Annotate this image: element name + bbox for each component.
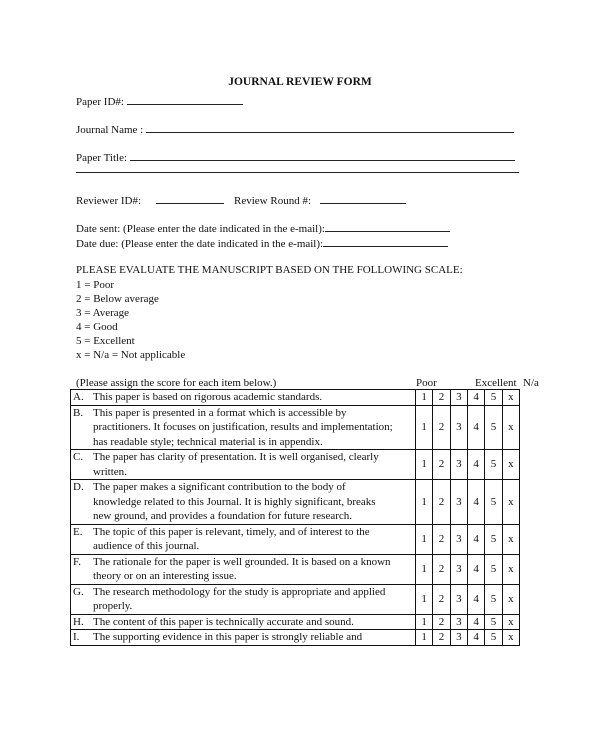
score-option-1[interactable]: 1: [416, 390, 433, 406]
score-option-5[interactable]: 5: [485, 450, 502, 480]
score-option-x[interactable]: x: [502, 584, 519, 614]
table-row: [71, 584, 520, 614]
score-option-3[interactable]: 3: [450, 390, 467, 406]
criterion-text: The paper makes a significant contribution to the body of knowledge related to this Journal. It is highly significant, breaks new ground, and provides a foundation for future research.: [93, 481, 376, 522]
table-row: [71, 405, 520, 450]
criterion-letter: F.: [73, 555, 81, 568]
review-round-blank[interactable]: [320, 193, 406, 204]
score-option-4[interactable]: 4: [467, 524, 484, 554]
score-option-3[interactable]: 3: [450, 584, 467, 614]
score-option-x[interactable]: x: [502, 390, 519, 406]
table-row: [71, 614, 520, 630]
score-option-5[interactable]: 5: [485, 554, 502, 584]
poor-label: Poor: [416, 377, 437, 389]
criterion-text: The rationale for the paper is well grounded. It is based on a known theory or on an interesting issue.: [93, 555, 391, 582]
scale-item: 5 = Excellent: [76, 335, 135, 347]
paper-id-blank[interactable]: [127, 94, 243, 105]
date-due-blank[interactable]: [323, 236, 448, 247]
paper-id-field[interactable]: [76, 94, 243, 108]
review-round-label: Review Round #:: [234, 195, 311, 207]
score-option-x[interactable]: x: [502, 524, 519, 554]
criterion-cell: [71, 405, 416, 450]
scale-item: 2 = Below average: [76, 293, 159, 305]
score-option-2[interactable]: 2: [433, 524, 450, 554]
criterion-letter: C.: [73, 451, 84, 463]
date-sent-field[interactable]: [76, 221, 450, 235]
score-option-5[interactable]: 5: [485, 630, 502, 646]
criterion-cell: [71, 390, 416, 406]
form-title: JOURNAL REVIEW FORM: [228, 76, 372, 88]
scale-item: x = N/a = Not applicable: [76, 349, 186, 361]
score-option-3[interactable]: 3: [450, 450, 467, 480]
evaluation-table: [70, 389, 520, 646]
score-option-3[interactable]: 3: [450, 480, 467, 525]
score-option-x[interactable]: x: [502, 405, 519, 450]
score-option-2[interactable]: 2: [433, 584, 450, 614]
criterion-text: The topic of this paper is relevant, timely, and of interest to the audience of this journal.: [93, 525, 370, 552]
criterion-text: The supporting evidence in this paper is strongly reliable and: [93, 631, 363, 643]
paper-title-blank-line2[interactable]: [76, 166, 519, 173]
criterion-letter: A.: [73, 391, 84, 403]
score-option-1[interactable]: 1: [416, 450, 433, 480]
paper-title-blank[interactable]: [130, 150, 515, 161]
date-sent-label: Date sent: (Please enter the date indicated in the e-mail):: [76, 223, 325, 235]
table-row: [71, 524, 520, 554]
criterion-cell: [71, 524, 416, 554]
reviewer-id-label: Reviewer ID#:: [76, 195, 142, 207]
score-option-4[interactable]: 4: [467, 554, 484, 584]
criterion-cell: [71, 584, 416, 614]
score-option-2[interactable]: 2: [433, 450, 450, 480]
score-option-2[interactable]: 2: [433, 480, 450, 525]
score-option-3[interactable]: 3: [450, 405, 467, 450]
criterion-text: The content of this paper is technically accurate and sound.: [93, 615, 354, 628]
scale-item: 3 = Average: [76, 307, 130, 319]
score-option-3[interactable]: 3: [450, 614, 467, 630]
table-row: [71, 630, 520, 646]
review-round-field[interactable]: [234, 193, 406, 207]
excellent-label: Excellent: [475, 377, 517, 389]
scale-heading: PLEASE EVALUATE THE MANUSCRIPT BASED ON THE FOLLOWING SCALE:: [76, 264, 463, 276]
score-option-x[interactable]: x: [502, 450, 519, 480]
score-option-x[interactable]: x: [502, 614, 519, 630]
date-due-field[interactable]: [76, 236, 448, 250]
date-due-label: Date due: (Please enter the date indicated in the e-mail):: [76, 238, 324, 250]
table-instruction: (Please assign the score for each item below.): [76, 377, 277, 389]
criterion-letter: G.: [73, 585, 84, 598]
scale-item: 4 = Good: [76, 321, 118, 333]
score-option-1[interactable]: 1: [416, 480, 433, 525]
table-row: [71, 480, 520, 525]
table-row: [71, 390, 520, 406]
criterion-letter: I.: [73, 631, 80, 643]
score-option-4[interactable]: 4: [467, 630, 484, 646]
score-option-4[interactable]: 4: [467, 584, 484, 614]
paper-id-label: Paper ID#:: [76, 96, 124, 108]
criterion-text: This paper is based on rigorous academic standards.: [93, 391, 323, 403]
criterion-letter: E.: [73, 525, 83, 538]
score-option-2[interactable]: 2: [433, 614, 450, 630]
score-option-5[interactable]: 5: [485, 524, 502, 554]
criterion-letter: D.: [73, 481, 84, 493]
score-option-4[interactable]: 4: [467, 405, 484, 450]
score-option-4[interactable]: 4: [467, 614, 484, 630]
criterion-text: The paper has clarity of presentation. It is well organised, clearly written.: [93, 451, 379, 478]
score-option-1[interactable]: 1: [416, 405, 433, 450]
score-option-x[interactable]: x: [502, 554, 519, 584]
score-option-1[interactable]: 1: [416, 614, 433, 630]
scale-legend: [76, 278, 185, 362]
score-option-5[interactable]: 5: [485, 480, 502, 525]
scale-item: 1 = Poor: [76, 279, 114, 291]
criterion-cell: [71, 554, 416, 584]
criterion-letter: H.: [73, 615, 84, 628]
score-option-5[interactable]: 5: [485, 584, 502, 614]
journal-name-blank[interactable]: [146, 122, 514, 133]
score-option-2[interactable]: 2: [433, 630, 450, 646]
na-label: N/a: [523, 377, 539, 389]
score-option-x[interactable]: x: [502, 630, 519, 646]
score-option-4[interactable]: 4: [467, 480, 484, 525]
score-option-5[interactable]: 5: [485, 390, 502, 406]
score-option-3[interactable]: 3: [450, 554, 467, 584]
score-option-1[interactable]: 1: [416, 554, 433, 584]
score-option-1[interactable]: 1: [416, 584, 433, 614]
journal-name-label: Journal Name :: [76, 124, 144, 136]
paper-title-field[interactable]: [76, 150, 515, 164]
score-option-1[interactable]: 1: [416, 630, 433, 646]
criterion-text: The research methodology for the study is appropriate and applied properly.: [93, 585, 386, 612]
table-row: [71, 450, 520, 480]
criterion-cell: [71, 614, 416, 630]
table-row: [71, 554, 520, 584]
date-sent-blank[interactable]: [325, 221, 450, 232]
score-option-5[interactable]: 5: [485, 405, 502, 450]
score-option-1[interactable]: 1: [416, 524, 433, 554]
criterion-text: This paper is presented in a format which is accessible by practitioners. It focuses on justification, results and implementation; has readable style; technical material is in appendix.: [93, 406, 393, 448]
paper-title-label: Paper Title:: [76, 152, 128, 164]
criterion-cell: [71, 480, 416, 525]
score-option-2[interactable]: 2: [433, 554, 450, 584]
score-option-2[interactable]: 2: [433, 390, 450, 406]
score-option-5[interactable]: 5: [485, 614, 502, 630]
journal-name-field[interactable]: [76, 122, 514, 136]
score-option-4[interactable]: 4: [467, 390, 484, 406]
score-option-3[interactable]: 3: [450, 630, 467, 646]
reviewer-id-blank[interactable]: [156, 193, 224, 204]
reviewer-id-field[interactable]: [76, 193, 224, 207]
criterion-cell: [71, 630, 416, 646]
criterion-cell: [71, 450, 416, 480]
score-option-3[interactable]: 3: [450, 524, 467, 554]
score-option-x[interactable]: x: [502, 480, 519, 525]
score-option-4[interactable]: 4: [467, 450, 484, 480]
score-option-2[interactable]: 2: [433, 405, 450, 450]
criterion-letter: B.: [73, 406, 84, 419]
